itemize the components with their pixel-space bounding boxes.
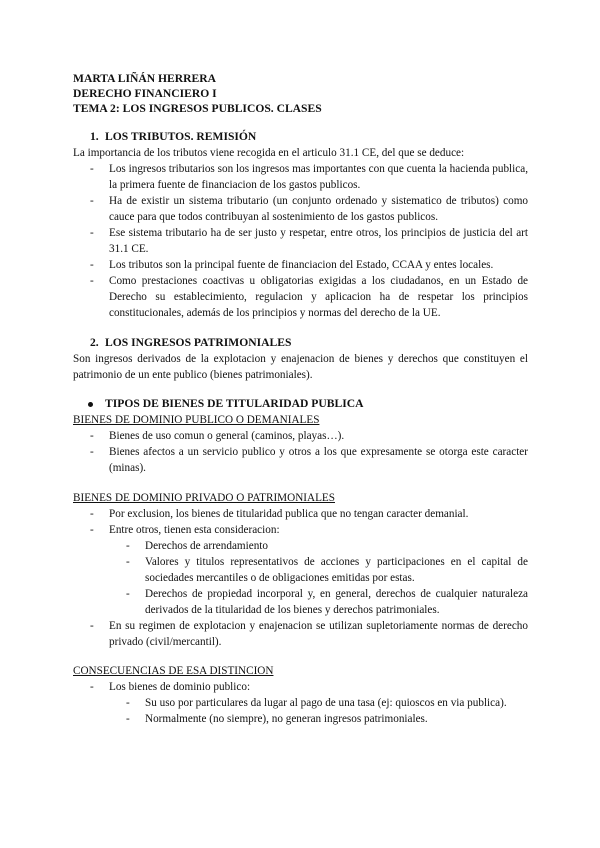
section-3-title: TIPOS DE BIENES DE TITULARIDAD PUBLICA [105, 397, 364, 410]
section-3-heading [73, 396, 528, 412]
list-item: - En su regimen de explotacion y enajenacion se utilizan supletoriamente normas de derecho privado (civil/mercantil). [73, 618, 528, 650]
consecuencias-heading: CONSECUENCIAS DE ESA DISTINCION [73, 665, 274, 677]
topic-title: TEMA 2: LOS INGRESOS PUBLICOS. CLASES [73, 102, 322, 115]
section-1-intro: La importancia de los tributos viene recogida en el articulo 31.1 CE, del que se deduce: [73, 147, 465, 159]
consecuencias-list [73, 679, 528, 727]
sublist-item: - Normalmente (no siempre), no generan ingresos patrimoniales. [109, 711, 528, 727]
list-item: - Los tributos son la principal fuente de financiacion del Estado, CCAA y entes locales. [73, 257, 528, 273]
list-item: - Los ingresos tributarios son los ingresos mas importantes con que cuenta la hacienda publica, la primera fuente de financiacion de los gastos publicos. [73, 161, 528, 193]
bullet-icon [88, 402, 93, 407]
dominio-privado-heading: BIENES DE DOMINIO PRIVADO O PATRIMONIALES [73, 492, 335, 504]
section-1-number: 1. [90, 130, 99, 143]
section-2-number: 2. [90, 336, 99, 349]
list-item: - Por exclusion, los bienes de titularidad publica que no tengan caracter demanial. [73, 506, 528, 522]
list-item [73, 679, 528, 727]
list-item: - Ha de existir un sistema tributario (un conjunto ordenado y sistematico de tributos) como cauce para que todos contribuyan al sostenimiento de los gastos publicos. [73, 193, 528, 225]
sublist-item: - Derechos de arrendamiento [109, 538, 528, 554]
course-title: DERECHO FINANCIERO I [73, 87, 217, 100]
dominio-privado-sublist [109, 538, 528, 618]
section-2-title: LOS INGRESOS PATRIMONIALES [105, 336, 292, 349]
section-1-title: LOS TRIBUTOS. REMISIÓN [105, 130, 257, 143]
sublist-item: - Derechos de propiedad incorporal y, en general, derechos de cualquier naturaleza derivados de la titularidad de los bienes y derechos patrimoniales. [109, 586, 528, 618]
list-item-text: - Entre otros, tienen esta consideracion: [109, 524, 280, 536]
list-item [73, 522, 528, 618]
document-page [73, 71, 528, 727]
list-item-text: - Los bienes de dominio publico: [109, 681, 251, 693]
sublist-item: - Valores y titulos representativos de acciones y participaciones en el capital de sociedades mercantiles o de obligaciones emitidas por estas. [109, 554, 528, 586]
section-1-list [73, 161, 528, 321]
dominio-privado-list [73, 506, 528, 650]
sublist-item: - Su uso por particulares da lugar al pago de una tasa (ej: quioscos en via publica). [109, 695, 528, 711]
consecuencias-sublist [109, 695, 528, 727]
list-item: - Bienes de uso comun o general (caminos, playas…). [73, 428, 528, 444]
dominio-publico-heading: BIENES DE DOMINIO PUBLICO O DEMANIALES [73, 414, 320, 426]
section-2-text: Son ingresos derivados de la explotacion y enajenacion de bienes y derechos que constituyen el patrimonio de un ente publico (bienes patrimoniales). [73, 353, 528, 381]
author-name: MARTA LIÑÁN HERRERA [73, 72, 217, 85]
list-item: - Bienes afectos a un servicio publico y otros a los que expresamente se otorga este caracter (minas). [73, 444, 528, 476]
list-item: - Ese sistema tributario ha de ser justo y respetar, entre otros, los principios de justicia del art 31.1 CE. [73, 225, 528, 257]
section-1-heading [73, 129, 528, 145]
dominio-publico-list [73, 428, 528, 476]
section-2-heading [73, 335, 528, 351]
list-item: - Como prestaciones coactivas u obligatorias exigidas a los ciudadanos, en un Estado de Derecho su establecimiento, regulacion y aplicacion ha de respetar los principios constitucionales, además de los principios y normas del derecho de la UE. [73, 273, 528, 321]
